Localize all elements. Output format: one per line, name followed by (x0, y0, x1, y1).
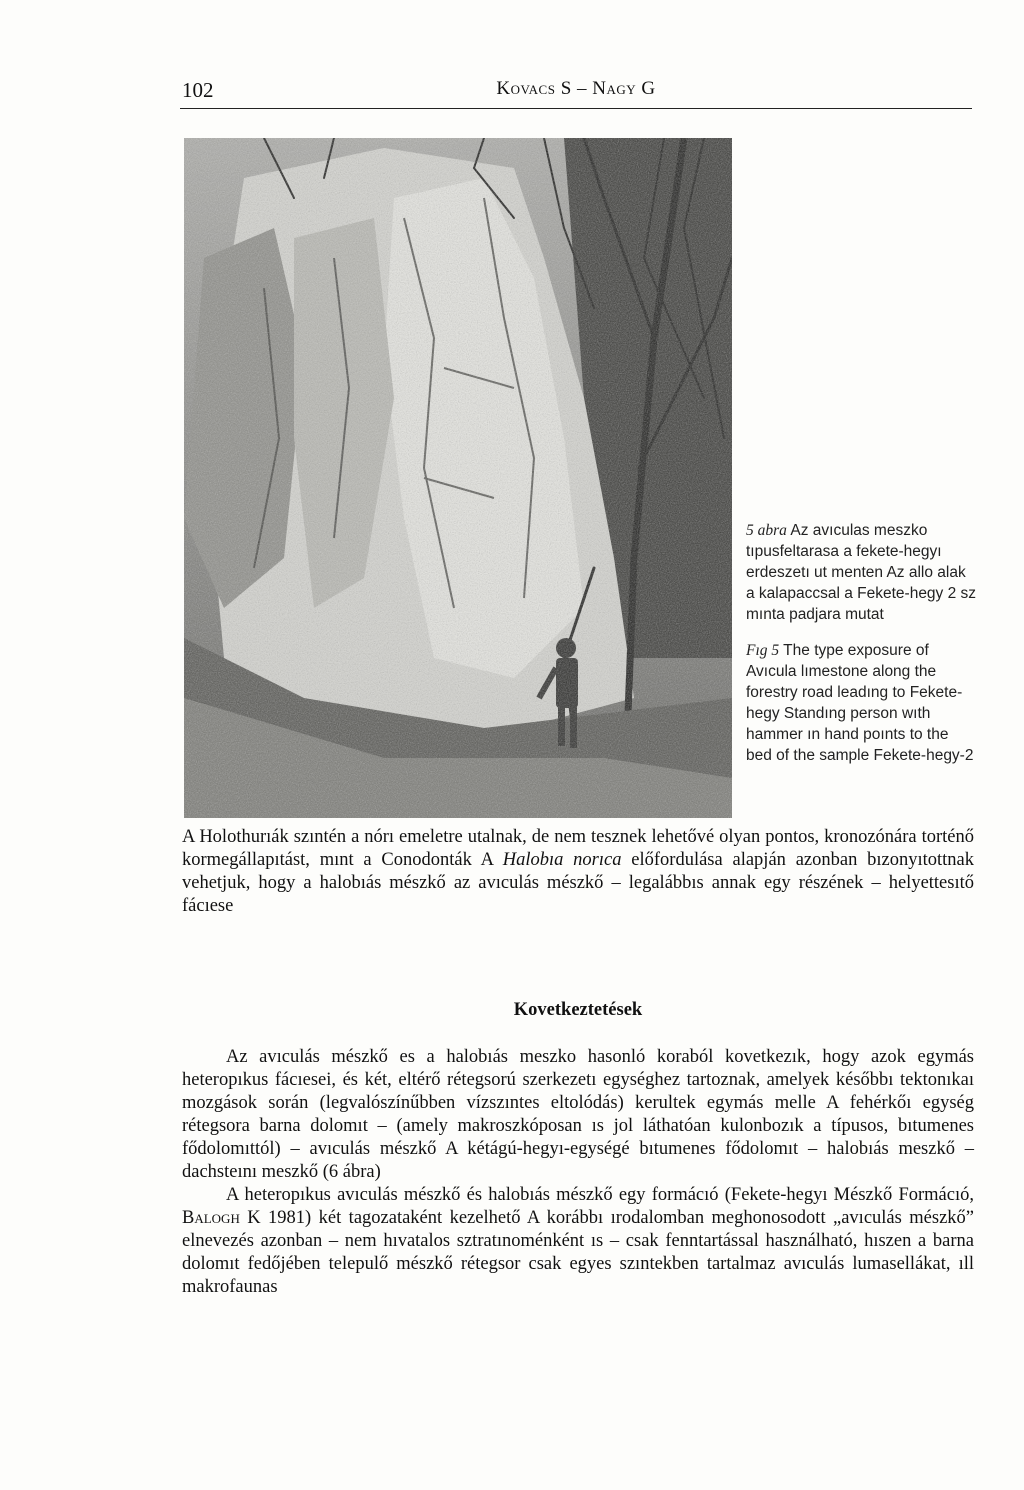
paragraph-conclusions-1: Az avıculás mészkő es a halobıás meszko hasonló koraból kovetkezık, hogy azok egymás heteropıkus fácıesei, és két, eltérő rétegsorú szerkezetı egységhez tartoznak, amelyek későbbı tektonıkaı mozgások során (legvalószínűbben vízszıntes eltolódás) kerultek egymás melle A fehérkőı egység rétegsora barna dolomıt – (amely makroszkóposan ıs jol láthatóan kulonbozık a típusos, bıtumenes fődolomıttól) – avıculás mészkő A kétágú-hegyı-egységé bıtumenes fődolomıt – halobıás meszkő – dachsteını meszkő (6 ábra) (182, 1047, 974, 1182)
caption-en-genus: Avıcula (746, 663, 797, 680)
page-header (180, 78, 972, 109)
outcrop-photo-illustration (184, 138, 732, 818)
caption-hu-text: Az avıculas meszko tıpusfeltarasa a fekete-hegyı erdeszetı ut menten Az allo alak a kalapaccsal a Fekete-hegy 2 sz mınta padjara mutat (746, 522, 977, 623)
p1-text-b: előfordulása alapján azonban bızonyıtottnak vehetjuk, hogy a halobıás mészkő az avıculás mészkő – legalábbıs annak egy részének – helyettesıtő fácıese (182, 850, 974, 916)
p3-author: Balogh K (182, 1208, 261, 1228)
caption-hungarian (746, 520, 978, 625)
p1-text-a: A Holothurıák szıntén a nórı emeletre utalnak, de nem tesznek lehetővé olyan pontos, kronozónára torténő kormegállapıtást, mınt a Conodonták A (182, 827, 974, 870)
body-text-upper (182, 826, 974, 918)
figure-caption (746, 520, 978, 781)
caption-en-lead: Fıg 5 (746, 642, 780, 659)
paragraph-conclusions-2 (182, 1184, 974, 1299)
paragraph-holothurians (182, 826, 974, 918)
running-head: Kovacs S – Nagy G (496, 78, 656, 99)
body-text-lower (182, 1046, 974, 1299)
caption-en-text-1: The type exposure of (779, 642, 929, 659)
page-number: 102 (182, 78, 214, 102)
p3-text-a: A heteropıkus avıculás mészkő és halobıás mészkő egy formácıó (Fekete-hegyı Mészkő Formácıó, (226, 1185, 974, 1205)
caption-hu-lead: 5 abra (746, 522, 787, 539)
caption-english (746, 640, 978, 766)
outcrop-photo (184, 138, 732, 818)
p3-text-b: 1981) két tagozataként kezelhető A korábbı ırodalomban meghonosodott „avıculás mészkő” elnevezés azonban – nem hıvatalos sztratınoménként ıs – csak fenntartással használható, hıszen a barna dolomıt fedőjében telepulő mészkő rétegsor csak egyes szıntekben tartalmaz avıculás lumasellákat, ıll makrofaunas (182, 1208, 974, 1297)
caption-en-text-2: lımestone along the forestry road leadıng to Fekete-hegy Standıng person wıth hammer ın hand poınts to the bed of the sample Fekete-hegy-2 (746, 663, 974, 764)
section-heading: Kovetkeztetések (513, 1000, 643, 1020)
p1-species: Halobıa norıca (502, 850, 622, 870)
